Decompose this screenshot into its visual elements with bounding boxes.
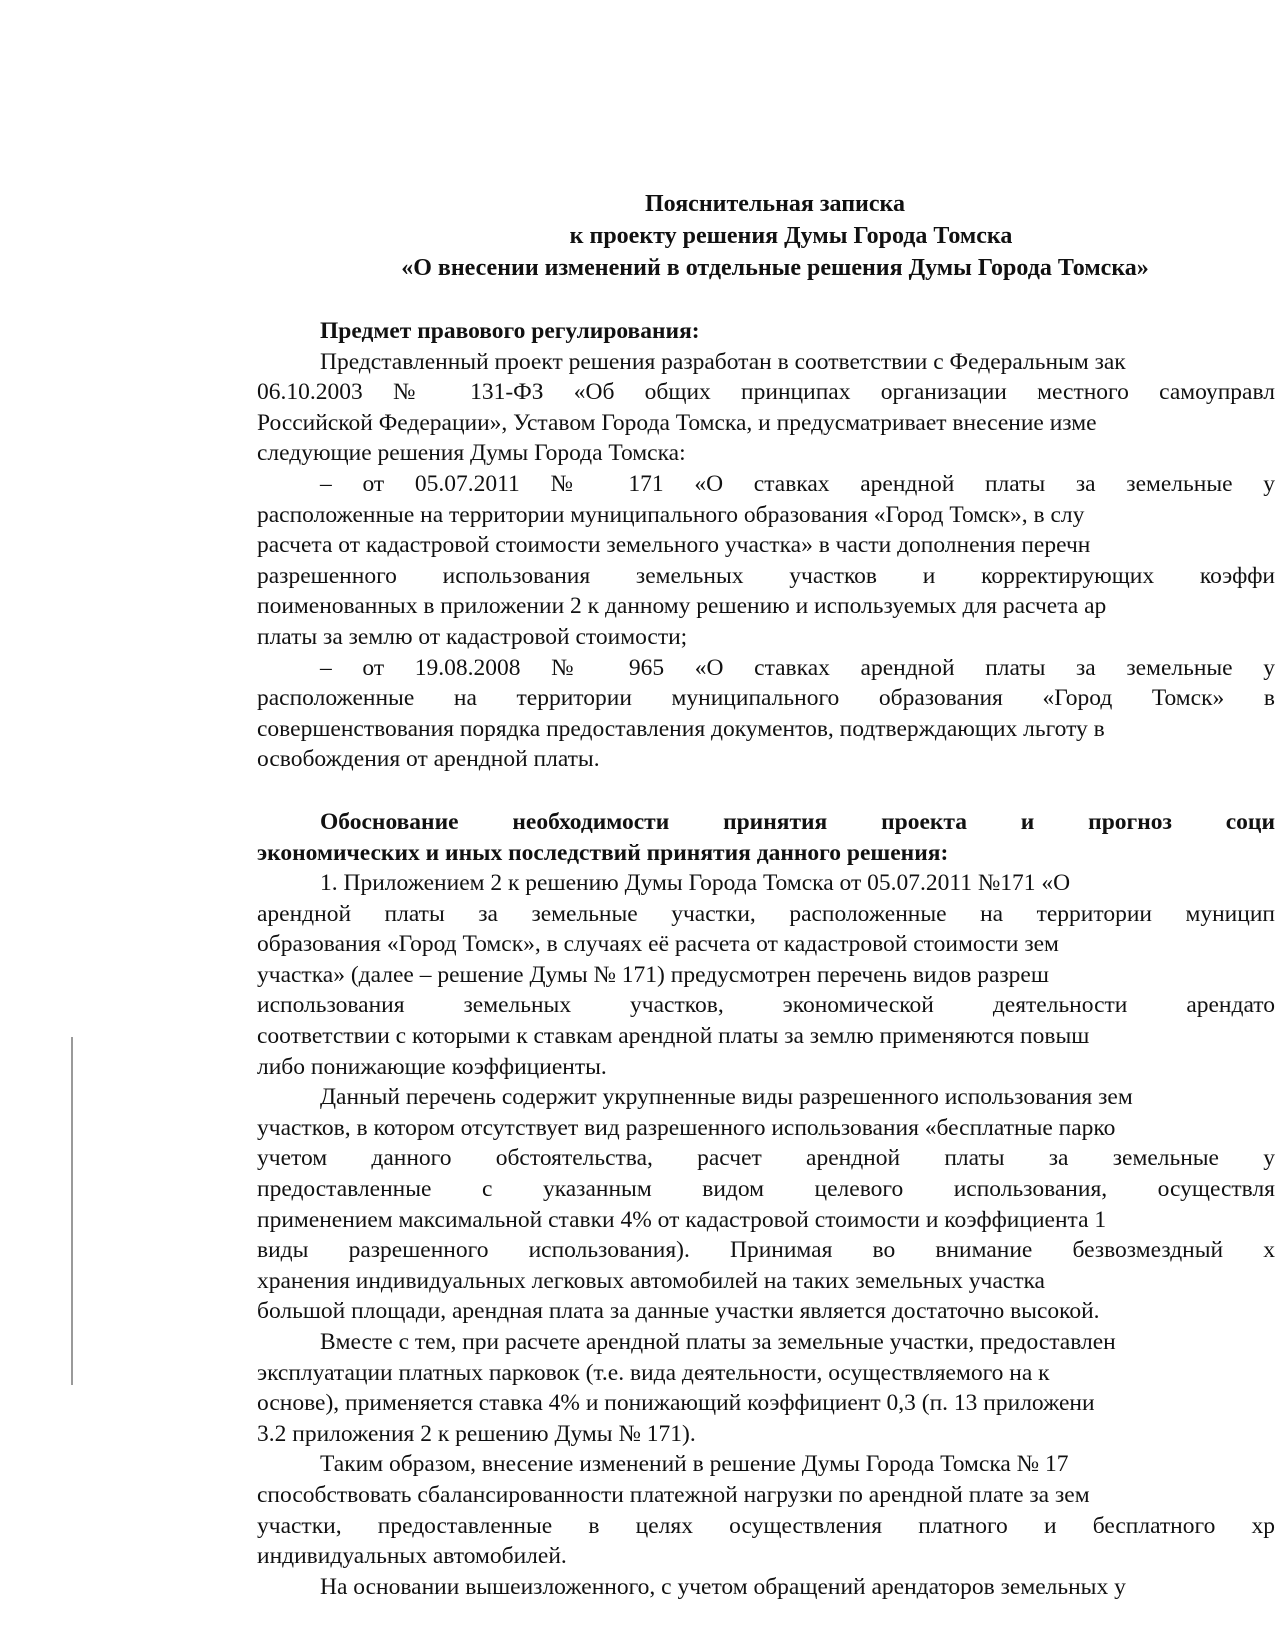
title-line-1: Пояснительная записка: [644, 191, 905, 217]
paragraph-line: 3.2 приложения 2 к решению Думы № 171).: [257, 1420, 696, 1447]
paragraph-line: участка» (далее – решение Думы № 171) предусмотрен перечень видов разреш: [257, 961, 1049, 988]
paragraph-line: основе), применяется ставка 4% и понижающий коэффициент 0,3 (п. 13 приложени: [257, 1390, 1095, 1417]
section-heading: Обоснование необходимости принятия проекта и прогноз соци: [320, 808, 1275, 835]
paragraph-line: Данный перечень содержит укрупненные виды разрешенного использования зем: [320, 1084, 1133, 1111]
paragraph-line: следующие решения Думы Города Томска:: [257, 440, 686, 467]
paragraph-line: Вместе с тем, при расчете арендной платы за земельные участки, предоставлен: [320, 1329, 1116, 1355]
paragraph-line: арендной платы за земельные участки, расположенные на территории муницип: [257, 900, 1275, 927]
section-heading: Предмет правового регулирования:: [320, 318, 700, 344]
document-body: [257, 316, 1275, 1602]
paragraph-line: – от 19.08.2008 № 965 «О ставках арендной платы за земельные у: [320, 654, 1275, 681]
paragraph-line: расположенные на территории муниципального образования «Город Томск», в слу: [257, 501, 1085, 528]
margin-scan-line: [71, 1037, 73, 1385]
paragraph-line: – от 05.07.2011 № 171 «О ставках арендной платы за земельные у: [320, 470, 1275, 497]
paragraph-line: совершенствования порядка предоставления документов, подтверждающих льготу в: [257, 715, 1105, 742]
paragraph-line: образования «Город Томск», в случаях её расчета от кадастровой стоимости зем: [257, 931, 1059, 958]
paragraph-line: расположенные на территории муниципального образования «Город Томск» в: [257, 685, 1275, 712]
paragraph-line: Представленный проект решения разработан в соответствии с Федеральным зак: [320, 348, 1126, 375]
paragraph-line: предоставленные с указанным видом целевого использования, осуществля: [257, 1176, 1275, 1203]
paragraph-line: Российской Федерации», Уставом Города Томска, и предусматривает внесение изме: [257, 409, 1097, 436]
document-title: [300, 188, 1275, 284]
section-heading: экономических и иных последствий принятия данного решения:: [257, 839, 949, 866]
paragraph-line: соответствии с которыми к ставкам арендной платы за землю применяются повыш: [257, 1023, 1090, 1050]
title-line-3: «О внесении изменений в отдельные решения Думы Города Томска»: [401, 255, 1149, 281]
paragraph-line: На основании вышеизложенного, с учетом обращений арендаторов земельных у: [320, 1573, 1126, 1600]
paragraph-line: эксплуатации платных парковок (т.е. вида деятельности, осуществляемого на к: [257, 1359, 1050, 1386]
paragraph-line: участков, в котором отсутствует вид разрешенного использования «бесплатные парко: [257, 1114, 1116, 1141]
paragraph-line: Таким образом, внесение изменений в решение Думы Города Томска № 17: [320, 1451, 1069, 1478]
paragraph-line: участки, предоставленные в целях осуществления платного и бесплатного хр: [257, 1512, 1275, 1539]
paragraph-line: индивидуальных автомобилей.: [257, 1543, 567, 1570]
paragraph-line: хранения индивидуальных легковых автомобилей на таких земельных участка: [257, 1267, 1045, 1294]
paragraph-line: разрешенного использования земельных участков и корректирующих коэффи: [257, 562, 1275, 589]
paragraph-line: 1. Приложением 2 к решению Думы Города Томска от 05.07.2011 №171 «О: [320, 870, 1071, 897]
paragraph-line: освобождения от арендной платы.: [257, 746, 600, 773]
paragraph-line: 06.10.2003 № 131-ФЗ «Об общих принципах организации местного самоуправл: [257, 379, 1275, 406]
paragraph-line: либо понижающие коэффициенты.: [257, 1053, 607, 1080]
paragraph-line: учетом данного обстоятельства, расчет арендной платы за земельные у: [257, 1145, 1275, 1172]
paragraph-line: платы за землю от кадастровой стоимости;: [257, 623, 688, 650]
paragraph-line: использования земельных участков, экономической деятельности арендато: [257, 992, 1275, 1019]
paragraph-line: поименованных в приложении 2 к данному решению и используемых для расчета ар: [257, 593, 1107, 620]
paragraph-line: применением максимальной ставки 4% от кадастровой стоимости и коэффициента 1: [257, 1206, 1107, 1233]
paragraph-line: способствовать сбалансированности платежной нагрузки по арендной плате за зем: [257, 1481, 1090, 1508]
paragraph-line: большой площади, арендная плата за данные участки является достаточно высокой.: [257, 1298, 1100, 1325]
section-gap: [257, 775, 1257, 807]
paragraph-line: виды разрешенного использования). Принимая во внимание безвозмездный х: [257, 1237, 1275, 1264]
paragraph-line: расчета от кадастровой стоимости земельного участка» в части дополнения перечн: [257, 532, 1091, 559]
title-line-2: к проекту решения Думы Города Томска: [569, 223, 1013, 249]
